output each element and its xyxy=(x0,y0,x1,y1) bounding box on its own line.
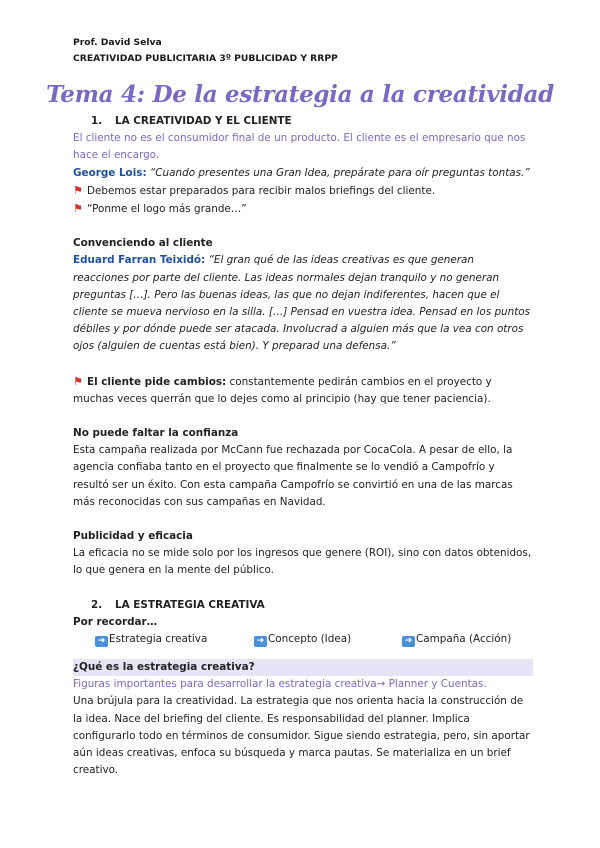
strategy-figures: Figuras importantes para desarrollar la estrategia creativa→ Planner y Cuentas. xyxy=(73,678,487,691)
document-header xyxy=(73,35,338,67)
recall-label: Por recordar… xyxy=(73,615,158,628)
section-1-intro: El cliente no es el consumidor final de un producto. El cliente es el empresario que nos hace el encargo. xyxy=(73,132,526,162)
author-line: Prof. David Selva xyxy=(73,37,162,48)
bullet-logo: ⚑ “Ponme el logo más grande…” xyxy=(73,200,533,218)
section-2-heading: 2. LA ESTRATEGIA CREATIVA xyxy=(91,598,265,611)
strategy-question-heading: ¿Qué es la estrategia creativa? xyxy=(73,659,533,676)
red-flag-icon: ⚑ xyxy=(73,183,83,197)
red-flag-icon: ⚑ xyxy=(73,202,83,216)
client-changes-label: El cliente pide cambios: xyxy=(87,375,227,388)
page-title: Tema 4: De la estrategia a la creatividad xyxy=(46,81,554,108)
farran-quote-paragraph xyxy=(73,252,533,355)
client-changes-paragraph: ⚑ El cliente pide cambios: constantemente pedirán cambios en el proyecto y muchas veces querrán que lo dejes como al principio (hay que tener paciencia). xyxy=(73,374,492,405)
document-body xyxy=(73,113,533,780)
strategy-body: Una brújula para la creatividad. La estrategia que nos orienta hacia la construcción de la idea. Nace del briefing del cliente. Es responsabilidad del planner. Implica configurarlo todo en términos de consumidor. Sigue siendo estrategia, pero, sin aportar aún ideas creativas, enfoca su búsqueda y marca pautas. Se materializa en un brief creativo. xyxy=(73,695,530,777)
efficacy-heading: Publicidad y eficacia xyxy=(73,530,193,543)
lois-quote-paragraph xyxy=(73,165,533,182)
recall-item: ➜ Concepto (Idea) xyxy=(254,631,351,648)
right-arrow-icon: ➜ xyxy=(254,636,267,647)
lois-name: George Lois: xyxy=(73,166,147,179)
trust-text: Esta campaña realizada por McCann fue rechazada por CocaCola. A pesar de ello, la agencia confiaba tanto en el proyecto que finalmente se lo vendió a Campofrío y resultó ser un éxito. Con esta campaña Campofrío se convirtió en una de las marcas más reconocidas con sus campañas en Navidad. xyxy=(73,444,513,508)
convincing-heading: Convenciendo al cliente xyxy=(73,237,213,250)
right-arrow-icon: ➜ xyxy=(402,636,415,647)
lois-quote: “Cuando presentes una Gran Idea, prepárate para oír preguntas tontas.” xyxy=(149,166,530,179)
section-1-heading: 1. LA CREATIVIDAD Y EL CLIENTE xyxy=(91,115,292,127)
red-flag-icon: ⚑ xyxy=(73,374,83,388)
recall-item: ➜ Estrategia creativa xyxy=(95,631,207,648)
recall-item: ➜ Campaña (Acción) xyxy=(402,631,511,648)
farran-quote: “El gran qué de las ideas creativas es que generan reacciones por parte del cliente. Las ideas normales dejan tranquilo y no generan preguntas […]. Pero las buenas ideas, las que no dejan indiferentes, hacen que el cliente se mueva nervioso en la silla. […] Pensad en vuestra idea. Pensad en los puntos débiles y por dónde puede ser atacada. Involucrad a alguien más que la vea con otros ojos (alguien de cuentas está bien). Y preparad una defensa.” xyxy=(73,254,531,353)
right-arrow-icon: ➜ xyxy=(95,636,108,647)
efficacy-text: La eficacia no se mide solo por los ingresos que genere (ROI), sino con datos obtenidos, lo que genera en la mente del público. xyxy=(73,547,532,577)
bullet-briefings: ⚑ Debemos estar preparados para recibir malos briefings del cliente. xyxy=(73,182,533,200)
farran-name: Eduard Farran Teixidó: xyxy=(73,254,206,267)
course-line: CREATIVIDAD PUBLICITARIA 3º PUBLICIDAD Y RRPP xyxy=(73,53,338,64)
recall-row xyxy=(73,631,533,649)
trust-heading: No puede faltar la confianza xyxy=(73,427,239,440)
